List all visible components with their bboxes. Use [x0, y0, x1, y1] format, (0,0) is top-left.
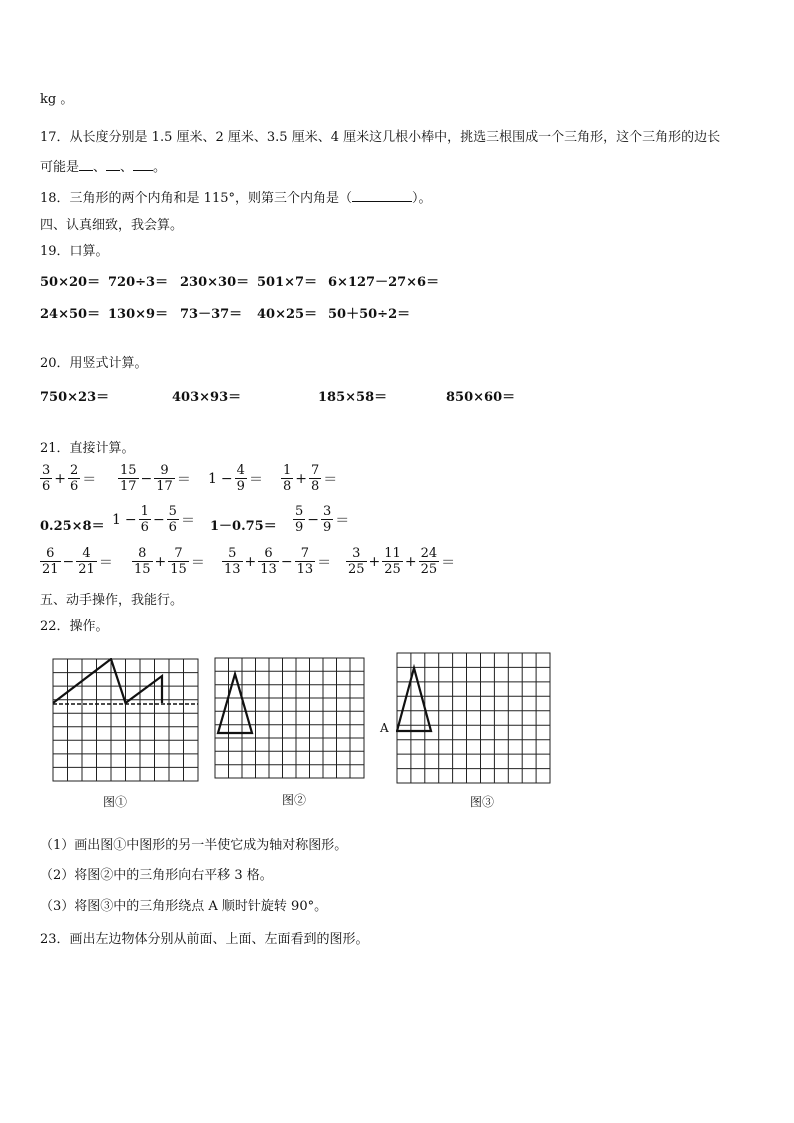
answer-blank[interactable] [352, 189, 412, 202]
unit-kg: kg 。 [40, 92, 74, 107]
question-21-title: 21．直接计算。 [40, 441, 135, 456]
question-18 [40, 187, 432, 206]
end: 。 [153, 160, 167, 175]
decimal-expression: 0.25×8＝ [40, 519, 105, 534]
task-1: （1）画出图①中图形的另一半使它成为轴对称图形。 [40, 838, 348, 853]
q18-end: ）。 [412, 191, 432, 206]
sep: 、 [120, 160, 134, 175]
oral-item: 50＋50÷2＝ [328, 307, 411, 322]
oral-item: 73－37＝ [180, 307, 243, 322]
fraction: $\frac{8}{15}$ [134, 546, 151, 577]
fraction: $\frac{6}{13}$ [260, 546, 277, 577]
fraction: $\frac{5}{6}$ [168, 504, 177, 535]
figure-caption-1: 图① [103, 795, 128, 809]
oral-item: 24×50＝ [40, 307, 101, 322]
task-3: （3）将图③中的三角形绕点 A 顺时针旋转 90°。 [40, 899, 328, 914]
answer-blank[interactable] [133, 158, 153, 171]
fraction: $\frac{1}{6}$ [140, 504, 149, 535]
fraction: $\frac{7}{15}$ [170, 546, 187, 577]
fraction: $\frac{6}{21}$ [42, 546, 59, 577]
oral-item: 6×127－27×6＝ [328, 275, 440, 290]
fraction-expression: $\frac{15}{17}$ − $\frac{9}{17}$ ＝ [120, 463, 191, 494]
decimal-expression: 1－0.75＝ [210, 519, 277, 534]
grid-figure-1 [52, 658, 200, 783]
answer-blank[interactable] [79, 158, 93, 171]
grid-figure-3 [396, 652, 552, 786]
vertical-item: 850×60＝ [446, 390, 516, 405]
fraction: $\frac{3}{25}$ [348, 546, 365, 577]
fraction: $\frac{11}{25}$ [384, 546, 401, 577]
fraction: $\frac{24}{25}$ [420, 546, 438, 577]
section-heading-5: 五、动手操作，我能行。 [40, 593, 184, 608]
oral-item: 720÷3＝ [108, 275, 169, 290]
fraction: $\frac{3}{9}$ [323, 504, 332, 535]
fraction: $\frac{5}{9}$ [295, 504, 304, 535]
fraction: $\frac{7}{8}$ [311, 463, 320, 494]
vertical-item: 185×58＝ [318, 390, 388, 405]
fraction-expression: $\frac{6}{21}$ − $\frac{4}{21}$ ＝ [42, 546, 113, 577]
triangle-shape [397, 668, 431, 731]
q18-text: 18．三角形的两个内角和是 115°，则第三个内角是（ [40, 191, 352, 206]
fraction: $\frac{4}{9}$ [236, 463, 245, 494]
figure-caption-2: 图② [282, 793, 307, 807]
question-17: 17．从长度分别是 1.5 厘米、2 厘米、3.5 厘米、4 厘米这几根小棒中，挑选三根围成一个三角形，这个三角形的边长 [40, 130, 721, 145]
fraction-expression: $\frac{1}{8}$ + $\frac{7}{8}$ ＝ [283, 463, 338, 494]
oral-item: 230×30＝ [180, 275, 250, 290]
fraction-expression: $\frac{3}{6}$ + $\frac{2}{6}$ ＝ [42, 463, 97, 494]
sep: 、 [93, 160, 107, 175]
fraction-expression: $\frac{8}{15}$ + $\frac{7}{15}$ ＝ [134, 546, 205, 577]
point-a-label: A [380, 721, 389, 735]
oral-item: 50×20＝ [40, 275, 101, 290]
oral-item: 501×7＝ [257, 275, 318, 290]
fraction: $\frac{5}{13}$ [224, 546, 241, 577]
vertical-item: 403×93＝ [172, 390, 242, 405]
fraction-expression: $\frac{3}{25}$ + $\frac{11}{25}$ + $\frac{24}{25}$ ＝ [348, 546, 456, 577]
question-22-title: 22．操作。 [40, 619, 109, 634]
fraction-expression: $\frac{5}{9}$ − $\frac{3}{9}$ ＝ [295, 504, 350, 535]
task-2: （2）将图②中的三角形向右平移 3 格。 [40, 868, 273, 883]
question-17-line2 [40, 156, 166, 175]
q17-prefix: 可能是 [40, 160, 80, 175]
fraction: $\frac{1}{8}$ [283, 463, 292, 494]
section-heading-4: 四、认真细致，我会算。 [40, 218, 184, 233]
vertical-item: 750×23＝ [40, 390, 110, 405]
fraction-expression: 1 − $\frac{4}{9}$ ＝ [208, 463, 263, 494]
fraction-expression: 1 − $\frac{1}{6}$ − $\frac{5}{6}$ ＝ [112, 504, 195, 535]
figure-caption-3: 图③ [470, 795, 495, 809]
question-19-title: 19．口算。 [40, 244, 109, 259]
answer-blank[interactable] [106, 158, 120, 171]
triangle-shape [218, 674, 252, 733]
grid-figure-2 [214, 657, 366, 781]
question-20-title: 20．用竖式计算。 [40, 356, 148, 371]
fraction: $\frac{7}{13}$ [296, 546, 314, 577]
fraction-expression: $\frac{5}{13}$ + $\frac{6}{13}$ − $\frac{7}{13}$ ＝ [224, 546, 332, 577]
fraction: $\frac{3}{6}$ [42, 463, 51, 494]
oral-item: 40×25＝ [257, 307, 318, 322]
half-shape [53, 659, 162, 703]
fraction: $\frac{15}{17}$ [120, 463, 137, 494]
fraction: $\frac{2}{6}$ [70, 463, 79, 494]
fraction: $\frac{4}{21}$ [78, 546, 95, 577]
fraction: $\frac{9}{17}$ [156, 463, 173, 494]
oral-item: 130×9＝ [108, 307, 169, 322]
question-23: 23．画出左边物体分别从前面、上面、左面看到的图形。 [40, 932, 369, 947]
